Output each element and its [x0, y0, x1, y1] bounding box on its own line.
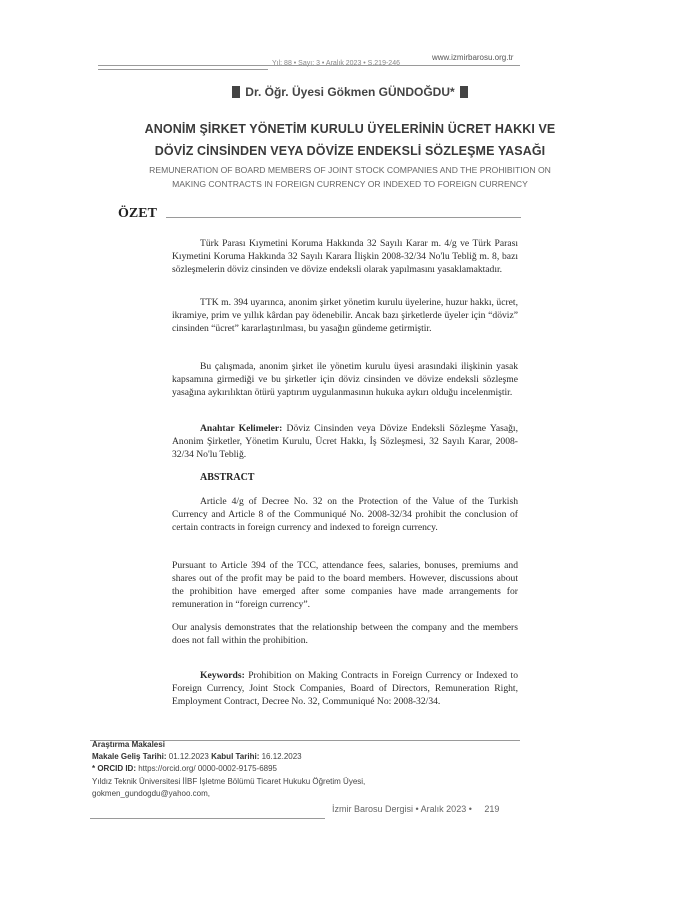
footer-rule [90, 818, 325, 819]
ozet-paragraph-text: TTK m. 394 uyarınca, anonim şirket yönetim kurulu üyelerine, huzur hakkı, ücret, ikramiye, prim ve yıllık kârdan pay ödenebilir. Ancak bazı şirketlerde üyeler için “döviz” cinsinden “ücret” kararlaştırılması, bu yasağın gündeme getirmiştir. [172, 297, 518, 334]
title-english [90, 163, 610, 191]
keywords-turkish [172, 422, 518, 461]
keywords-english-text: Prohibition on Making Contracts in Foreign Currency or Indexed to Foreign Currency, Joint Stock Companies, Board of Directors, Remuneration Right, Employment Contract, Decree No. 32, Communiqué No: 2008-32/34. [172, 670, 518, 707]
article-dates [92, 751, 302, 763]
journal-footer-name: İzmir Barosu Dergisi • Aralık 2023 • [332, 804, 472, 814]
title-turkish [90, 118, 610, 162]
affiliation: Yıldız Teknik Üniversitesi İİBF İşletme Bölümü Ticaret Hukuku Öğretim Üyesi, [92, 777, 366, 786]
author-name: Dr. Öğr. Üyesi Gökmen GÜNDOĞDU* [245, 85, 455, 99]
orcid-line [92, 763, 277, 775]
journal-url: www.izmirbarosu.org.tr [432, 53, 514, 62]
keywords-turkish-label: Anahtar Kelimeler: [200, 423, 283, 434]
author-line [0, 85, 700, 99]
accepted-label: Kabul Tarihi: [211, 752, 260, 761]
keywords-english-label: Keywords: [200, 670, 245, 681]
received-date: 01.12.2023 [168, 752, 209, 761]
issue-info: Yıl: 88 • Sayı: 3 • Aralık 2023 • S.219-246 [272, 60, 400, 67]
ozet-rule [166, 217, 521, 218]
square-marker-icon [232, 86, 240, 98]
ozet-heading: ÖZET [118, 206, 157, 221]
abstract-paragraph [172, 559, 518, 611]
ozet-paragraph [172, 237, 518, 276]
abstract-paragraph [172, 621, 518, 647]
article-type-text: Araştırma Makalesi [92, 740, 165, 749]
orcid-link[interactable]: https://orcid.org/ 0000-0002-9175-6895 [138, 764, 277, 773]
abstract-paragraph [172, 495, 518, 534]
abstract-paragraph-text: Our analysis demonstrates that the relationship between the company and the members does not fall within the prohibition. [172, 622, 518, 646]
abstract-paragraph-text: Article 4/g of Decree No. 32 on the Protection of the Value of the Turkish Currency and Article 8 of the Communiqué No. 2008-32/34 prohibit the conclusion of certain contracts in foreign currency and indexed to foreign currency. [172, 496, 518, 533]
header-rule-short [98, 69, 268, 70]
keywords-turkish-text: Döviz Cinsinden veya Dövize Endeksli Sözleşme Yasağı, Anonim Şirketler, Yönetim Kurulu, Ücret Hakkı, İş Sözleşmesi, 32 Sayılı Karar, 2008-32/34 No'lu Tebliğ. [172, 423, 518, 460]
orcid-label: * ORCID ID: [92, 764, 136, 773]
ozet-paragraph-text: Türk Parası Kıymetini Koruma Hakkında 32 Sayılı Karar m. 4/g ve Türk Parası Kıymetini Koruma Hakkında 32 Sayılı Karara İlişkin 2008-32/34 No'lu Tebliğ m. 8, bazı sözleşmelerin döviz cinsinden ve dövize endeksli olarak yapılmasını yasaklamaktadır. [172, 238, 518, 275]
square-marker-icon [460, 86, 468, 98]
abstract-heading: ABSTRACT [200, 472, 255, 483]
ozet-paragraph [172, 360, 518, 399]
title-english-line: REMUNERATION OF BOARD MEMBERS OF JOINT STOCK COMPANIES AND THE PROHIBITION ON [149, 165, 551, 175]
title-turkish-line: ANONİM ŞİRKET YÖNETİM KURULU ÜYELERİNİN ÜCRET HAKKI VE [144, 122, 556, 136]
title-turkish-line: DÖVİZ CİNSİNDEN VEYA DÖVİZE ENDEKSLİ SÖZLEŞME YASAĞI [154, 144, 546, 158]
author-email[interactable]: gokmen_gundogdu@yahoo.com, [92, 789, 210, 798]
page-footer [332, 804, 499, 814]
accepted-date: 16.12.2023 [261, 752, 302, 761]
received-label: Makale Geliş Tarihi: [92, 752, 167, 761]
abstract-paragraph-text: Pursuant to Article 394 of the TCC, attendance fees, salaries, bonuses, premiums and shares out of the profit may be paid to the board members. However, discussions about the prohibition have emerged after some companies have made arrangements for remuneration in “foreign currency”. [172, 560, 518, 610]
article-type [92, 739, 165, 751]
keywords-english [172, 669, 518, 708]
ozet-paragraph-text: Bu çalışmada, anonim şirket ile yönetim kurulu üyesi arasındaki ilişkinin yasak kapsamına girmediği ve bu şirketler için döviz cinsinden ve dövize endeksli sözleşme yasağına aykırılıktan ötürü yaptırım uygulanmasının hukuka aykırı olduğu incelenmiştir. [172, 361, 518, 398]
ozet-paragraph [172, 296, 518, 335]
title-english-line: MAKING CONTRACTS IN FOREIGN CURRENCY OR INDEXED TO FOREIGN CURRENCY [172, 179, 528, 189]
page-number: 219 [484, 804, 500, 814]
